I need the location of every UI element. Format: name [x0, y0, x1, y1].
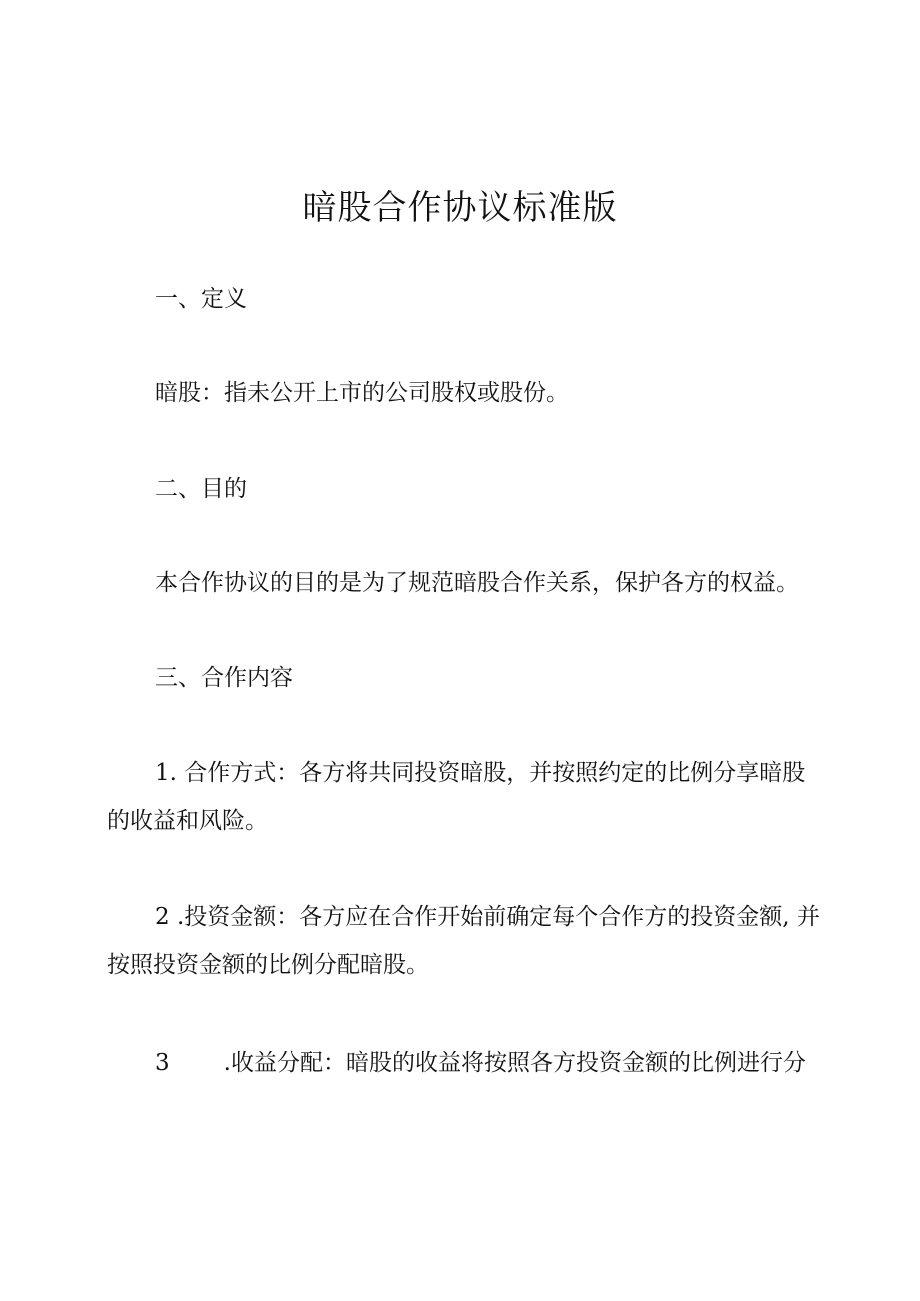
item-1-line-2: 的收益和风险。 [107, 808, 268, 834]
item-2-line-1: 2 .投资金额：各方应在合作开始前确定每个合作方的投资金额, 并 [155, 904, 820, 930]
item-2-line-2: 按照投资金额的比例分配暗股。 [107, 952, 429, 978]
paragraph-purpose: 本合作协议的目的是为了规范暗股合作关系，保护各方的权益。 [155, 570, 799, 596]
paragraph-definition: 暗股：指未公开上市的公司股权或股份。 [155, 380, 569, 406]
item-1-line-1: 1. 合作方式：各方将共同投资暗股，并按照约定的比例分享暗股 [155, 760, 806, 786]
section-heading-purpose: 二、目的 [155, 476, 247, 502]
document-title: 暗股合作协议标准版 [302, 188, 618, 228]
item-3-line-1 [155, 1052, 806, 1075]
item-3-text: .收益分配：暗股的收益将按照各方投资金额的比例进行分 [223, 1050, 806, 1076]
item-3-number: 3 [155, 1050, 170, 1076]
section-heading-content: 三、合作内容 [155, 665, 293, 691]
section-heading-definition: 一、定义 [155, 286, 247, 312]
